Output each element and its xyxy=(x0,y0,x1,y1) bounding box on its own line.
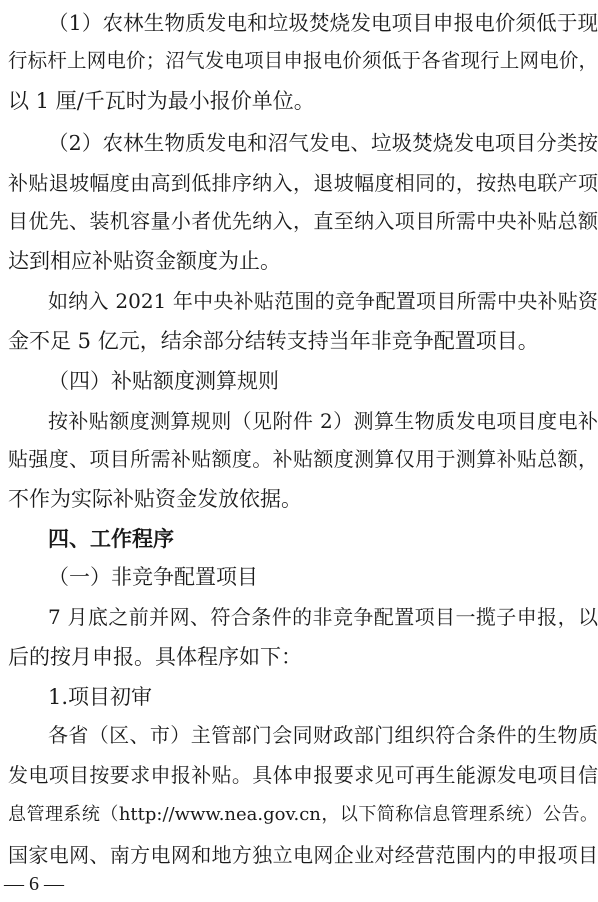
text-line: 不作为实际补贴资金发放依据。 xyxy=(8,487,302,511)
text-line: 各省（区、市）主管部门会同财政部门组织符合条件的生物质 xyxy=(48,723,598,747)
text-line: 7 月底之前并网、符合条件的非竞争配置项目一揽子申报，以 xyxy=(48,605,598,629)
text-line: （1）农林生物质发电和垃圾焚烧发电项目申报电价须低于现 xyxy=(48,11,598,35)
text-line: 补贴退坡幅度由高到低排序纳入，退坡幅度相同的，按热电联产项 xyxy=(8,171,598,195)
text-line: 以 1 厘/千瓦时为最小报价单位。 xyxy=(8,89,315,113)
page-number: — 6 — xyxy=(4,873,64,895)
text-line: 国家电网、南方电网和地方独立电网企业对经营范围内的申报项目 xyxy=(8,843,598,867)
text-line: 发电项目按要求申报补贴。具体申报要求见可再生能源发电项目信 xyxy=(8,763,598,787)
section-heading: （一）非竞争配置项目 xyxy=(48,565,258,589)
subsection-heading: 1.项目初审 xyxy=(48,685,153,709)
text-line: 金不足 5 亿元，结余部分结转支持当年非竞争配置项目。 xyxy=(8,329,539,353)
text-line: 目优先、装机容量小者优先纳入，直至纳入项目所需中央补贴总额 xyxy=(8,209,598,233)
text-line: 按补贴额度测算规则（见附件 2）测算生物质发电项目度电补 xyxy=(48,409,598,433)
text-line: 后的按月申报。具体程序如下： xyxy=(8,645,302,669)
text-line: （2）农林生物质发电和沼气发电、垃圾焚烧发电项目分类按 xyxy=(48,131,598,155)
text-line: 达到相应补贴资金额度为止。 xyxy=(8,249,281,273)
section-heading: （四）补贴额度测算规则 xyxy=(48,369,279,393)
text-line: 贴强度、项目所需补贴额度。补贴额度测算仅用于测算补贴总额， xyxy=(8,447,598,471)
text-line: 行标杆上网电价；沼气发电项目申报电价须低于各省现行上网电价， xyxy=(8,49,598,72)
text-line: 息管理系统（http://www.nea.gov.cn，以下简称信息管理系统）公告。 xyxy=(8,804,598,825)
chapter-heading: 四、工作程序 xyxy=(48,526,174,551)
text-line: 如纳入 2021 年中央补贴范围的竞争配置项目所需中央补贴资 xyxy=(48,289,598,313)
